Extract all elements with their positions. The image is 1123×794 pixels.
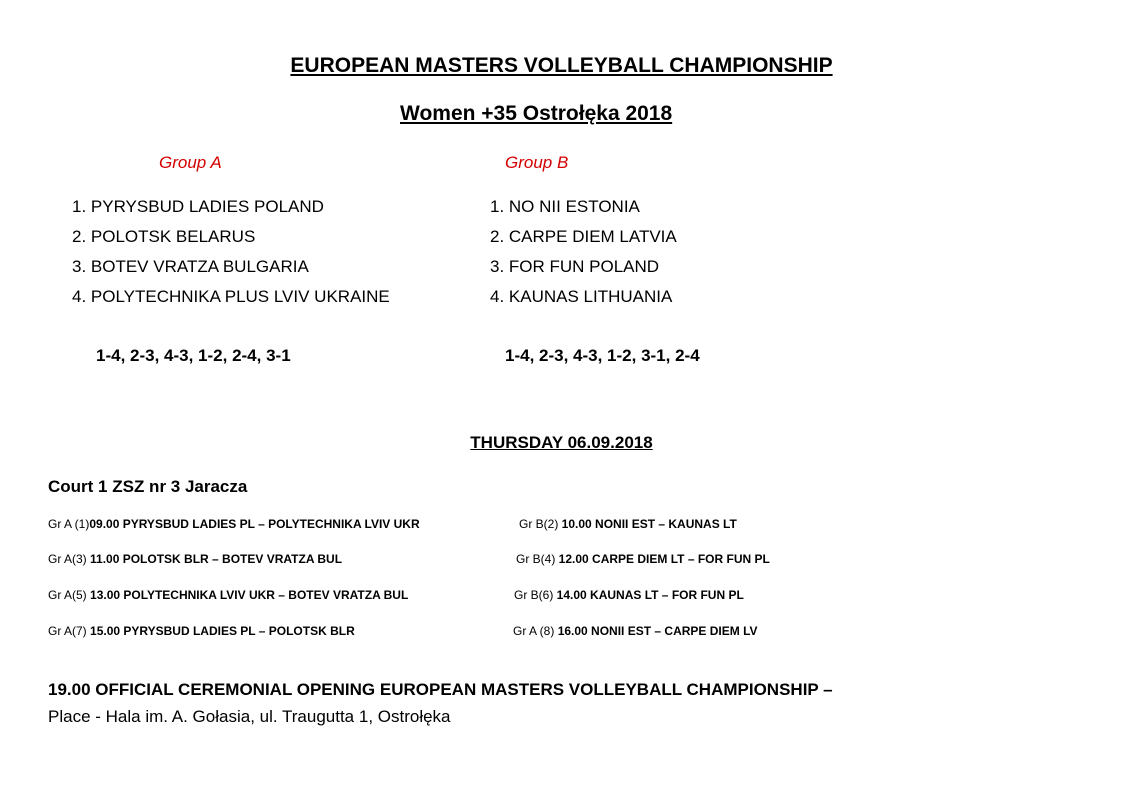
match-gr-a-3 bbox=[48, 552, 342, 566]
group-b-team-4: 4. KAUNAS LITHUANIA bbox=[490, 287, 673, 306]
group-a-team-2: 2. POLOTSK BELARUS bbox=[72, 227, 256, 246]
ceremony-place: Place - Hala im. A. Gołasia, ul. Traugutta 1, Ostrołęka bbox=[48, 707, 451, 726]
match-group-label: Gr A(7) bbox=[48, 624, 91, 638]
match-group-label: Gr A(3) bbox=[48, 552, 91, 566]
group-a-title: Group A bbox=[159, 153, 222, 172]
group-b-team-1: 1. NO NII ESTONIA bbox=[490, 197, 640, 216]
group-b-team-3: 3. FOR FUN POLAND bbox=[490, 257, 660, 276]
court-heading: Court 1 ZSZ nr 3 Jaracza bbox=[48, 477, 248, 496]
match-gr-b-6 bbox=[514, 588, 744, 602]
document-title: EUROPEAN MASTERS VOLLEYBALL CHAMPIONSHIP bbox=[290, 54, 833, 77]
group-b-match-order: 1-4, 2-3, 4-3, 1-2, 3-1, 2-4 bbox=[505, 346, 700, 365]
match-group-label: Gr B(4) bbox=[516, 552, 559, 566]
group-a-team-4: 4. POLYTECHNIKA PLUS LVIV UKRAINE bbox=[72, 287, 390, 306]
group-a-match-order: 1-4, 2-3, 4-3, 1-2, 2-4, 3-1 bbox=[96, 346, 291, 365]
match-details: 12.00 CARPE DIEM LT – FOR FUN PL bbox=[558, 552, 770, 566]
ceremony-line: 19.00 OFFICIAL CEREMONIAL OPENING EUROPEAN MASTERS VOLLEYBALL CHAMPIONSHIP – bbox=[48, 680, 833, 699]
match-details: 16.00 NONII EST – CARPE DIEM LV bbox=[557, 624, 758, 638]
match-details: 11.00 POLOTSK BLR – BOTEV VRATZA BUL bbox=[90, 552, 343, 566]
match-gr-a-1 bbox=[48, 517, 420, 531]
match-gr-b-2 bbox=[519, 517, 737, 531]
document-subtitle: Women +35 Ostrołęka 2018 bbox=[400, 102, 673, 125]
match-details: 10.00 NONII EST – KAUNAS LT bbox=[561, 517, 737, 531]
group-a-team-3: 3. BOTEV VRATZA BULGARIA bbox=[72, 257, 309, 276]
match-group-label: Gr A (8) bbox=[513, 624, 558, 638]
group-b-team-2: 2. CARPE DIEM LATVIA bbox=[490, 227, 677, 246]
match-details: 13.00 POLYTECHNIKA LVIV UKR – BOTEV VRATZA BUL bbox=[90, 588, 409, 602]
match-gr-b-4 bbox=[516, 552, 770, 566]
match-details: 15.00 PYRYSBUD LADIES PL – POLOTSK BLR bbox=[90, 624, 355, 638]
match-details: 14.00 KAUNAS LT – FOR FUN PL bbox=[556, 588, 744, 602]
match-gr-a-5 bbox=[48, 588, 408, 602]
group-b-title: Group B bbox=[505, 153, 569, 172]
match-group-label: Gr B(6) bbox=[514, 588, 557, 602]
group-a-team-1: 1. PYRYSBUD LADIES POLAND bbox=[72, 197, 324, 216]
match-group-label: Gr B(2) bbox=[519, 517, 562, 531]
match-group-label: Gr A(5) bbox=[48, 588, 91, 602]
match-gr-a-8 bbox=[513, 624, 758, 638]
match-gr-a-7 bbox=[48, 624, 355, 638]
match-group-label: Gr A (1) bbox=[48, 517, 90, 531]
match-details: 09.00 PYRYSBUD LADIES PL – POLYTECHNIKA LVIV UKR bbox=[89, 517, 420, 531]
day-heading: THURSDAY 06.09.2018 bbox=[470, 433, 653, 452]
